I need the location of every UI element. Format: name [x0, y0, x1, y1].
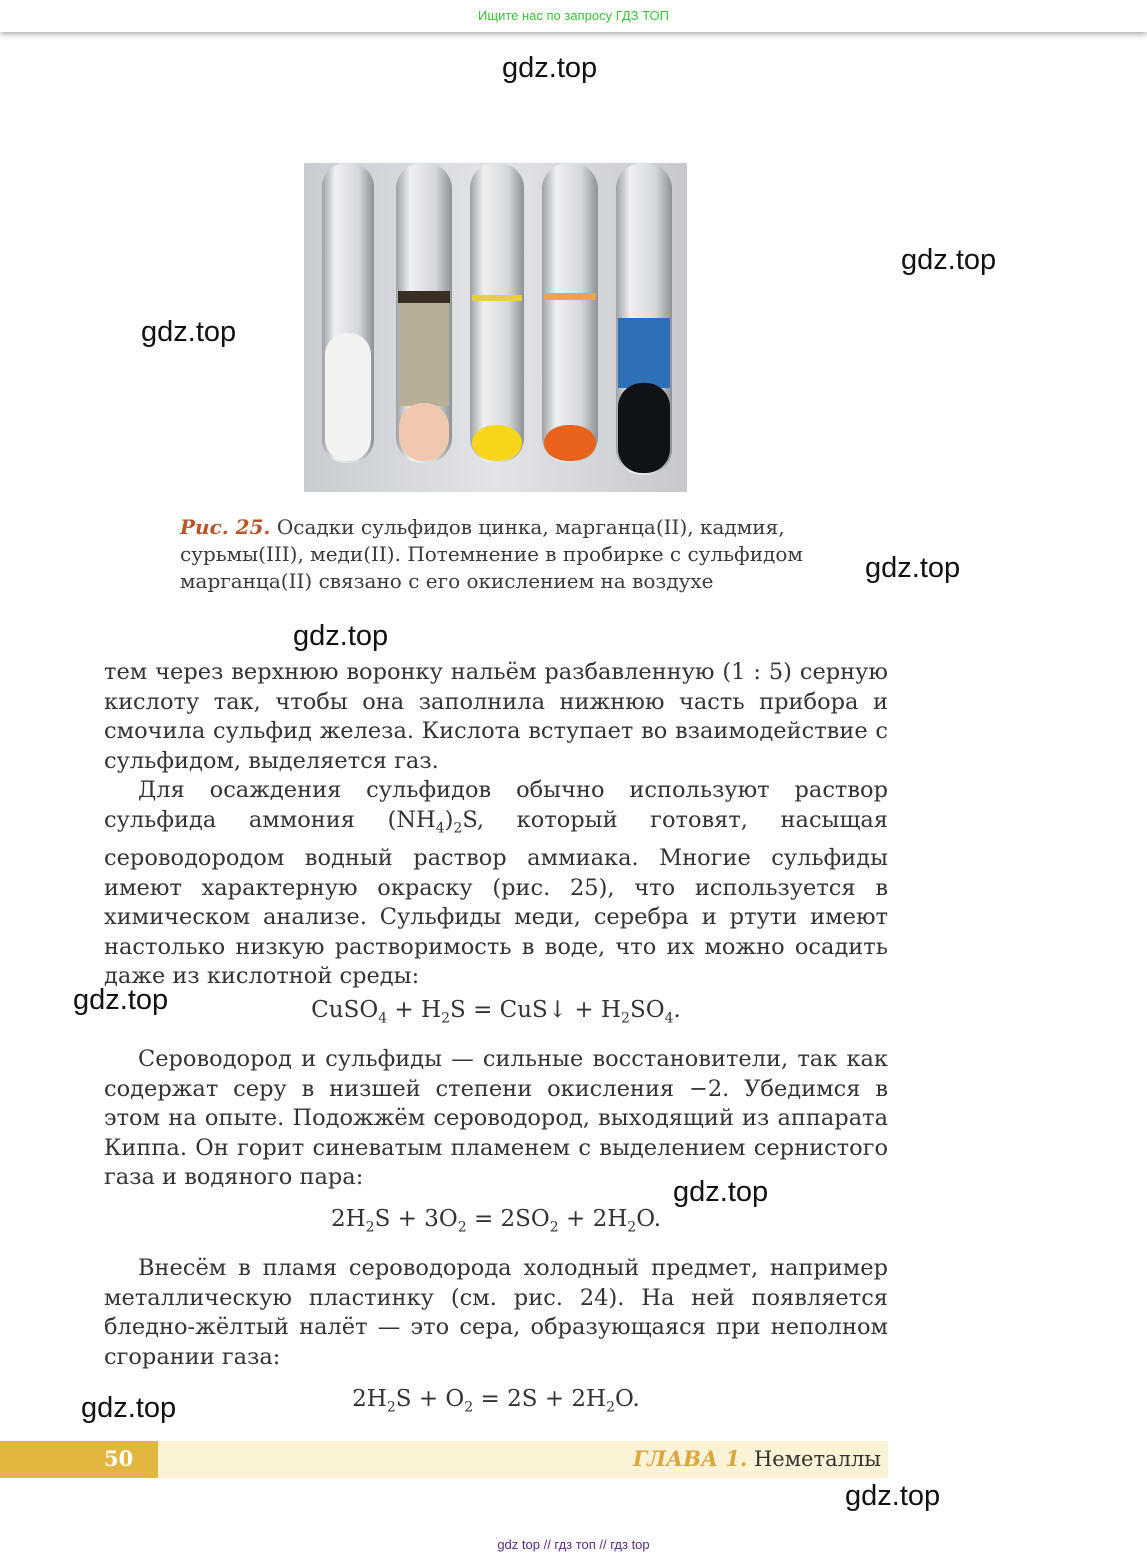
tube-zinc-sulfide — [322, 163, 374, 463]
figure-caption-text: Осадки сульфидов цинка, марганца(II), кадмия, сурьмы(III), меди(II). Потемнение в пробирке с сульфидом марганца(II) связано с его окислением на воздухе — [180, 515, 803, 593]
watermark: gdz.top — [845, 1480, 941, 1512]
watermark: gdz.top — [293, 620, 389, 652]
page-number: 50 — [104, 1446, 134, 1471]
banner-text: Ищите нас по запросу ГДЗ ТОП — [478, 8, 669, 23]
figure-caption — [180, 514, 820, 595]
watermark: gdz.top — [673, 1176, 769, 1208]
page-number-box — [0, 1441, 158, 1478]
bottom-links[interactable]: gdz top // гдз топ // гдз top — [497, 1537, 650, 1552]
tube-copper-sulfide — [616, 163, 672, 475]
top-banner[interactable] — [0, 0, 1147, 32]
watermark: gdz.top — [865, 552, 961, 584]
paragraph-4: Внесём в пламя сероводорода холодный предмет, например металлическую пластинку (см. рис. 24). На ней появляется бледно-жёлтый налёт — это сера, образующаяся при неполном сгорании газа: — [104, 1255, 888, 1370]
paragraph-2: Для осаждения сульфидов обычно используют раствор сульфида аммония $(NH_4)_2S$, который готовят, насыщая сероводородом водный раствор аммиака. Многие сульфиды имеют характерную окраску (рис. 25), что используется в химическом анализе. Сульфиды меди, серебра и ртути имеют настолько низкую растворимость в воде, что их можно осадить даже из кислотной среды: — [104, 777, 888, 990]
test-tubes-photo — [304, 163, 687, 492]
chapter-label: ГЛАВА 1. — [633, 1446, 748, 1471]
body-block-1 — [104, 658, 888, 992]
watermark: gdz.top — [901, 244, 997, 276]
equation-3: $2H_2S + O_2 = 2S + 2H_2O$. — [352, 1386, 640, 1416]
chapter-name: Неметаллы — [747, 1447, 881, 1471]
tube-manganese-sulfide — [396, 163, 452, 463]
paragraph-1: тем через верхнюю воронку нальём разбавленную (1 : 5) серную кислоту так, чтобы она заполнила нижнюю часть прибора и смочила сульфид железа. Кислота вступает во взаимодействие с сульфидом, выделяется газ. — [104, 659, 888, 774]
watermark: gdz.top — [502, 52, 598, 84]
equation-2: $2H_2S + 3O_2 = 2SO_2 + 2H_2O$. — [330, 1206, 662, 1236]
tube-antimony-sulfide — [542, 163, 598, 463]
paragraph-3: Сероводород и сульфиды — сильные восстановители, так как содержат серу в низшей степени окисления −2. Убедимся в этом на опыте. Подожжём сероводород, выходящий из аппарата Киппа. Он горит синеватым пламенем с выделением сернистого газа и водяного пара: — [104, 1046, 888, 1191]
figure-label: Рис. 25. — [180, 515, 271, 539]
watermark: gdz.top — [73, 984, 169, 1016]
watermark: gdz.top — [81, 1392, 177, 1424]
watermark: gdz.top — [141, 316, 237, 348]
body-block-3 — [104, 1254, 888, 1372]
body-block-2 — [104, 1045, 888, 1193]
chapter-title — [633, 1446, 881, 1471]
equation-1: CuSO$_4$ + $H_2S$ = CuS↓ + $H_2SO_4$. — [311, 997, 681, 1027]
tube-cadmium-sulfide — [470, 163, 524, 463]
